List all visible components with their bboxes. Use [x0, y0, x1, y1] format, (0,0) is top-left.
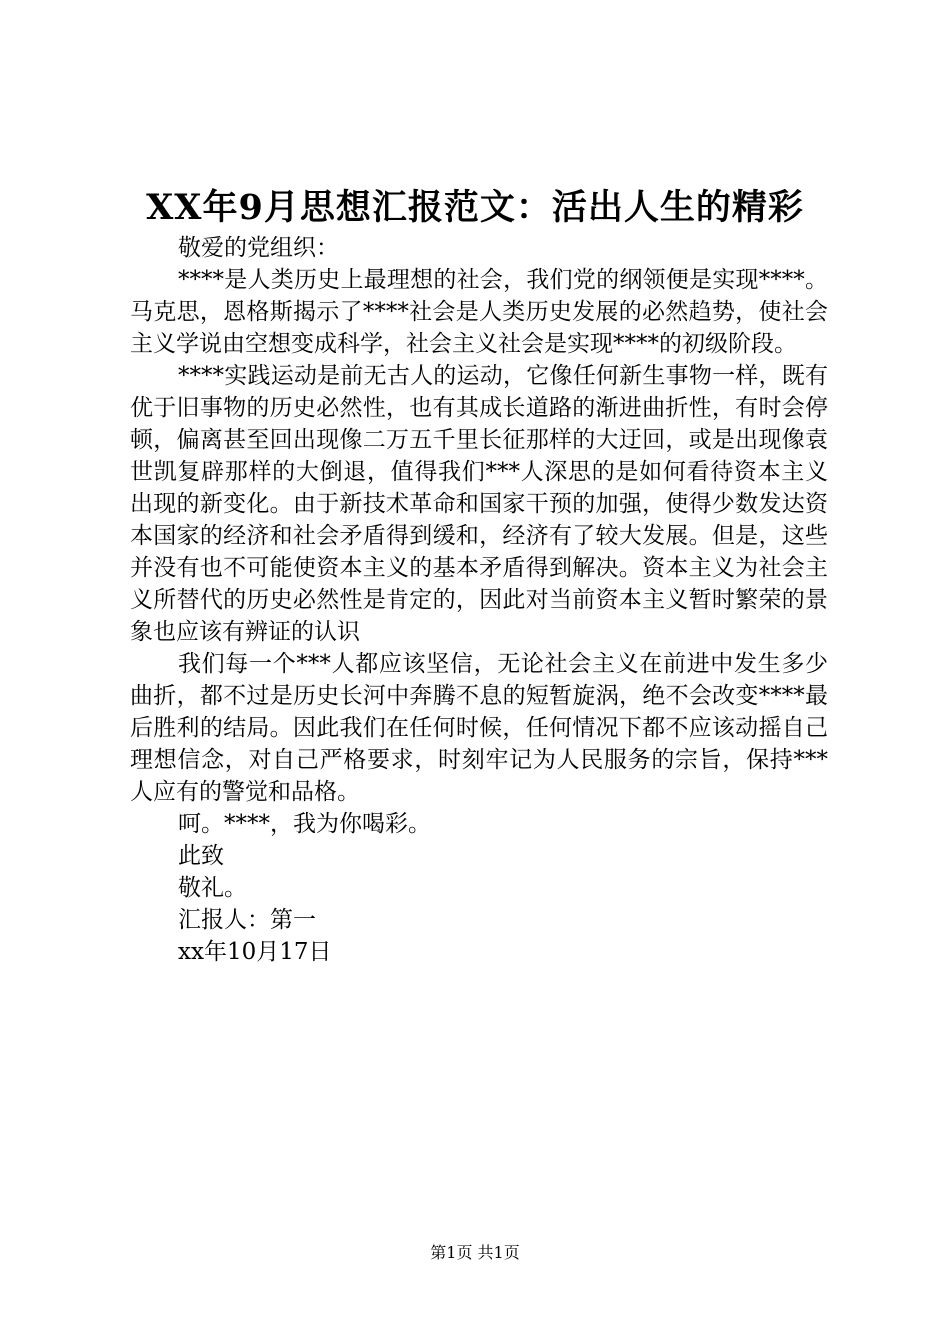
document-title: XX年9月思想汇报范文：活出人生的精彩 — [146, 187, 804, 228]
closing-line-2: 敬礼。 — [178, 875, 247, 901]
reporter-line: 汇报人：第一 — [178, 907, 316, 933]
salutation: 敬爱的党组织： — [178, 235, 339, 261]
date-line: xx年10月17日 — [178, 939, 332, 965]
paragraph-4: 呵。****，我为你喝彩。 — [178, 811, 431, 837]
closing-line-1: 此致 — [178, 843, 224, 869]
page-number: 第1页 共1页 — [430, 1243, 520, 1262]
paragraph-2: ****实践运动是前无古人的运动，它像任何新生事物一样，既有优于旧事物的历史必然性，也有其成长道路的渐进曲折性，有时会停顿，偏离甚至回出现像二万五千里长征那样的大迂回，或是出现像袁世凯复辟那样的大倒退，值得我们***人深思的是如何看待资本主义出现的新变化。由于新技术革命和国家干预的加强，使得少数发达资本国家的经济和社会矛盾得到缓和，经济有了较大发展。但是，这些并没有也不可能使资本主义的基本矛盾得到解决。资本主义为社会主义所替代的历史必然性是肯定的，因此对当前资本主义暂时繁荣的景象也应该有辨证的认识 — [130, 363, 828, 645]
paragraph-1: ****是人类历史上最理想的社会，我们党的纲领便是实现****。马克思，恩格斯揭示了****社会是人类历史发展的必然趋势，使社会主义学说由空想变成科学，社会主义社会是实现****的初级阶段。 — [130, 267, 828, 357]
paragraph-3: 我们每一个***人都应该坚信，无论社会主义在前进中发生多少曲折，都不过是历史长河中奔腾不息的短暂旋涡，绝不会改变****最后胜利的结局。因此我们在任何时候，任何情况下都不应该动摇自己理想信念，对自己严格要求，时刻牢记为人民服务的宗旨，保持***人应有的警觉和品格。 — [130, 651, 828, 805]
document-body — [130, 232, 828, 968]
